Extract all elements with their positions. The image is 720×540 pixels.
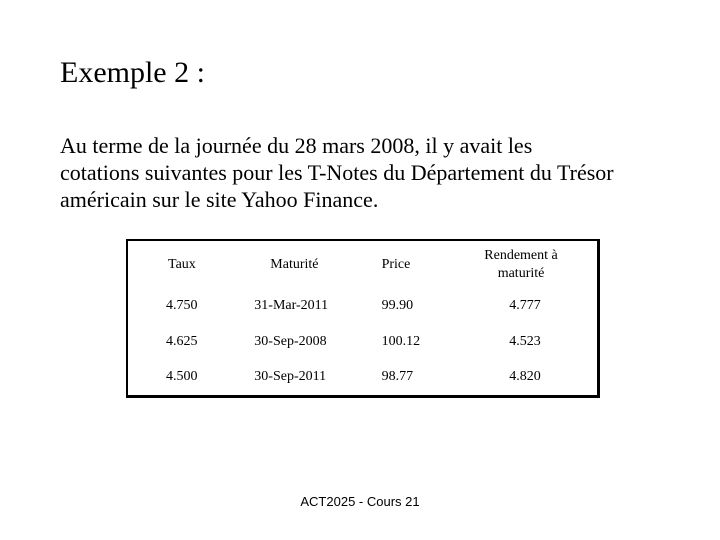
cell-maturite: 31-Mar-2011 — [254, 298, 329, 313]
cell-rendement: 4.820 — [509, 369, 541, 385]
header-price: Price — [381, 256, 411, 272]
header-rendement-label: Rendement à maturité — [484, 247, 558, 281]
cell-maturite: 30-Sep-2011 — [254, 369, 327, 385]
cell-maturite: 30-Sep-2008 — [254, 334, 327, 349]
tnotes-quotes-table — [126, 239, 600, 398]
body-line: américain sur le site Yahoo Finance. — [60, 187, 379, 212]
cell-price: 99.90 — [381, 298, 414, 313]
slide-body-text — [60, 132, 680, 213]
header-taux: Taux — [168, 256, 196, 272]
cell-taux: 4.625 — [166, 334, 198, 349]
cell-taux: 4.750 — [166, 298, 198, 313]
table-row — [127, 360, 599, 396]
body-line: Au terme de la journée du 28 mars 2008, il y avait les — [60, 133, 533, 158]
cell-rendement: 4.523 — [509, 334, 541, 349]
cell-price: 100.12 — [381, 334, 421, 349]
table-row — [127, 324, 599, 360]
cell-taux: 4.500 — [166, 369, 198, 385]
cell-price: 98.77 — [381, 369, 414, 385]
body-line: cotations suivantes pour les T-Notes du Département du Trésor — [60, 160, 614, 185]
slide-title: Exemple 2 : — [60, 56, 205, 89]
table-row — [127, 288, 599, 324]
header-maturite: Maturité — [270, 256, 319, 272]
table-header-row — [127, 240, 599, 288]
cell-rendement: 4.777 — [509, 298, 541, 313]
slide-footer: ACT2025 - Cours 21 — [300, 494, 420, 509]
header-rendement — [449, 240, 598, 288]
